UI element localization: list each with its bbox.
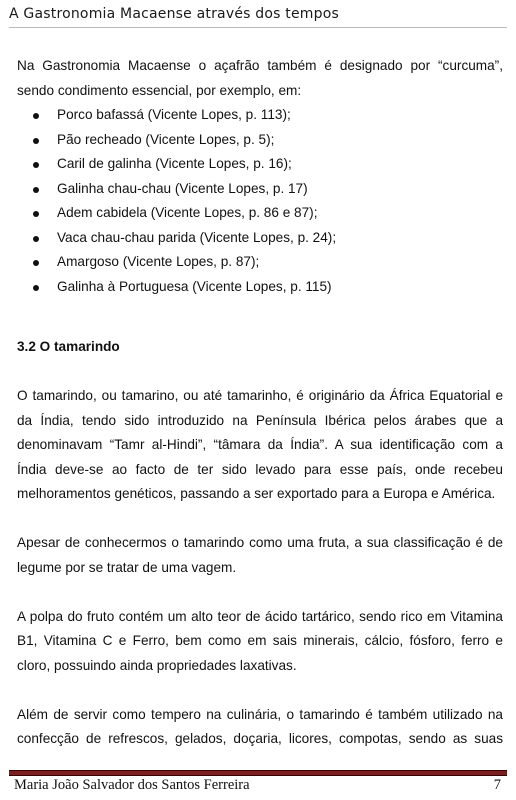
list-item: Adem cabidela (Vicente Lopes, p. 86 e 87); [17, 201, 503, 226]
bullet-icon [33, 138, 39, 144]
body-paragraph [17, 531, 503, 580]
paragraph-line: B1, Vitamina C e Ferro, bem como em sais minerais, cálcio, fósforo, ferro e [17, 633, 503, 648]
header-divider [9, 27, 507, 28]
list-item: Vaca chau-chau parida (Vicente Lopes, p. 24); [17, 226, 503, 251]
paragraph-line: melhoramentos genéticos, passando a ser exportado para a Europa e América. [17, 486, 496, 501]
dish-list [17, 103, 503, 299]
footer-divider [9, 770, 507, 776]
paragraph-line: legume por se tratar de uma vagem. [17, 559, 237, 575]
bullet-icon [33, 162, 39, 168]
list-item: Pão recheado (Vicente Lopes, p. 5); [17, 128, 503, 153]
bullet-icon [33, 211, 39, 217]
paragraph-line: O tamarindo, ou tamarino, ou até tamarinho, é originário da África Equatorial e [17, 388, 503, 403]
section-heading: 3.2 O tamarindo [17, 339, 120, 354]
intro-line: sendo condimento essencial, por exemplo, em: [17, 82, 302, 98]
list-item: Galinha à Portuguesa (Vicente Lopes, p. 115) [17, 275, 503, 300]
footer-author: Maria João Salvador dos Santos Ferreira [14, 777, 250, 793]
paragraph-line: da Índia, tendo sido introduzido na Península Ibérica pelos árabes que a [17, 412, 503, 428]
bullet-icon [33, 236, 39, 242]
paragraph-line: cloro, possuindo ainda propriedades laxativas. [17, 657, 297, 673]
paragraph-line: denominavam “Tamr al-Hindi”, “tâmara da Índia”. A sua identificação com a [17, 437, 503, 452]
page-number: 7 [493, 777, 501, 793]
list-item: Caril de galinha (Vicente Lopes, p. 16); [17, 152, 503, 177]
body-paragraph [17, 384, 503, 507]
bullet-icon [33, 187, 39, 193]
bullet-icon [33, 260, 39, 266]
body-paragraph [17, 605, 503, 679]
paragraph-line: confecção de refrescos, gelados, doçaria, licores, compotas, sendo as suas [17, 731, 503, 746]
list-item: Porco bafassá (Vicente Lopes, p. 113); [17, 103, 503, 128]
intro-paragraph [17, 54, 503, 103]
bullet-icon [33, 285, 39, 291]
list-item: Galinha chau-chau (Vicente Lopes, p. 17) [17, 177, 503, 202]
body-paragraph [17, 703, 503, 752]
paragraph-line: Além de servir como tempero na culinária, o tamarindo é também utilizado na [17, 706, 503, 722]
paragraph-line: A polpa do fruto contém um alto teor de ácido tartárico, sendo rico em Vitamina [17, 608, 503, 624]
paragraph-line: Índia deve-se ao facto de ter sido levado para esse país, onde recebeu [17, 461, 503, 477]
bullet-icon [33, 113, 39, 119]
page-body [17, 54, 503, 752]
intro-line: Na Gastronomia Macaense o açafrão também é designado por “curcuma”, [17, 58, 503, 73]
list-item: Amargoso (Vicente Lopes, p. 87); [17, 250, 503, 275]
paragraph-line: Apesar de conhecermos o tamarindo como uma fruta, a sua classificação é de [17, 535, 503, 550]
running-header: A Gastronomia Macaense através dos tempos [9, 6, 339, 22]
